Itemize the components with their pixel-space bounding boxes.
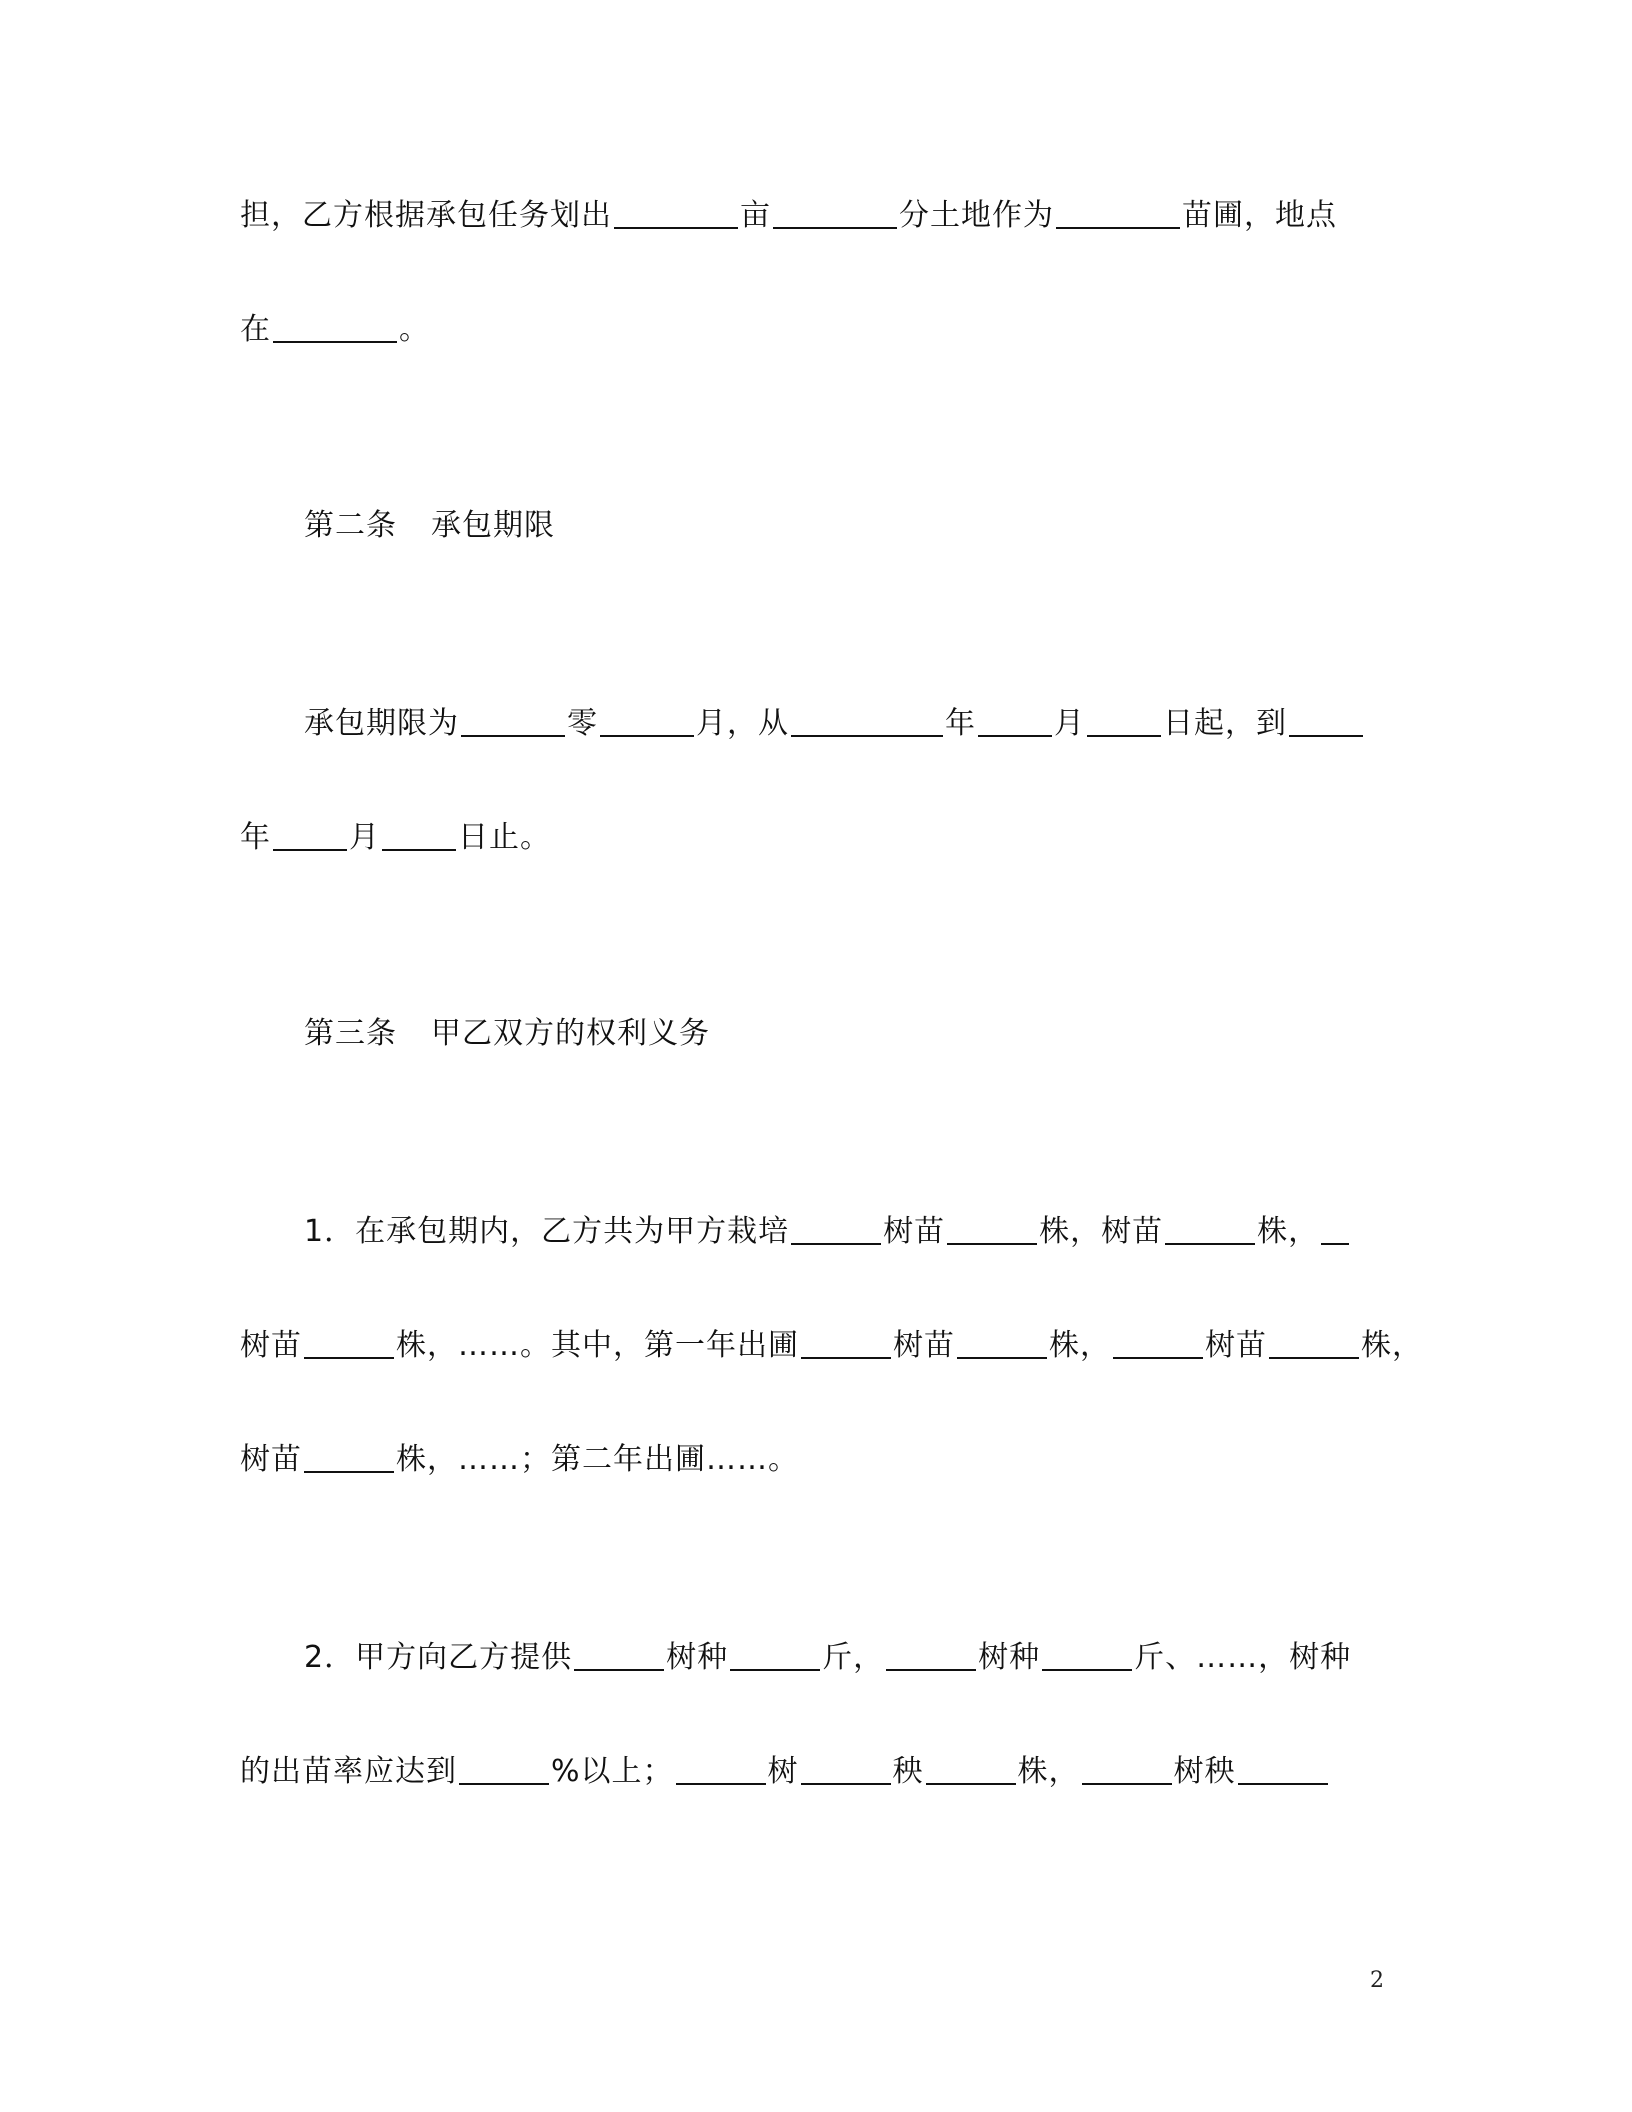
article-number: 第三条 [304, 1016, 397, 1051]
item-2-line-1 [304, 1638, 1351, 1678]
article-title: 承包期限 [431, 508, 555, 543]
text-segment: 苗圃，地点 [1182, 198, 1337, 233]
fill-in-blank[interactable] [461, 705, 565, 737]
clause-1-continuation-line-1 [240, 196, 1337, 236]
fill-in-blank[interactable] [614, 197, 738, 229]
text-segment: 年 [945, 706, 976, 741]
fill-in-blank[interactable] [1087, 705, 1161, 737]
fill-in-blank[interactable] [773, 197, 897, 229]
text-segment: 月，从 [696, 706, 789, 741]
fill-in-blank[interactable] [1165, 1213, 1255, 1245]
fill-in-blank[interactable] [1056, 197, 1180, 229]
fill-in-blank[interactable] [926, 1753, 1016, 1785]
text-segment: 斤、……，树种 [1134, 1640, 1352, 1675]
item-1-line-1 [304, 1212, 1351, 1252]
fill-in-blank[interactable] [801, 1327, 891, 1359]
fill-in-blank[interactable] [1238, 1753, 1328, 1785]
fill-in-blank[interactable] [304, 1441, 394, 1473]
fill-in-blank[interactable] [382, 819, 456, 851]
text-segment: 的出苗率应达到 [240, 1754, 457, 1789]
fill-in-blank[interactable] [304, 1327, 394, 1359]
text-segment: 担，乙方根据承包任务划出 [240, 198, 612, 233]
text-segment: 株，……。其中，第一年出圃 [396, 1328, 799, 1363]
item-1-line-2 [240, 1326, 1423, 1366]
text-segment: 树苗 [240, 1442, 302, 1477]
text-segment: 树苗 [1205, 1328, 1267, 1363]
text-segment: 零 [567, 706, 598, 741]
text-segment: 日止。 [458, 820, 551, 855]
text-segment: 月 [349, 820, 380, 855]
fill-in-blank[interactable] [791, 705, 943, 737]
text-segment: 年 [240, 820, 271, 855]
article-title: 甲乙双方的权利义务 [431, 1016, 710, 1051]
text-segment: 树苗 [883, 1214, 946, 1249]
fill-in-blank[interactable] [676, 1753, 766, 1785]
text-segment: 株， [1017, 1754, 1080, 1789]
text-segment: 树 [767, 1754, 799, 1789]
term-line-2 [240, 818, 551, 858]
text-segment: 亩 [740, 198, 771, 233]
fill-in-blank[interactable] [947, 1213, 1037, 1245]
fill-in-blank[interactable] [957, 1327, 1047, 1359]
fill-in-blank[interactable] [273, 819, 347, 851]
fill-in-blank[interactable] [1113, 1327, 1203, 1359]
fill-in-blank[interactable] [1269, 1327, 1359, 1359]
fill-in-blank[interactable] [801, 1753, 891, 1785]
article-number: 第二条 [304, 508, 397, 543]
fill-in-blank[interactable] [791, 1213, 881, 1245]
text-segment: 株，……；第二年出圃……。 [396, 1442, 799, 1477]
text-segment: 斤， [822, 1640, 885, 1675]
text-segment: 株，树苗 [1039, 1214, 1164, 1249]
article-2-heading [304, 506, 555, 546]
fill-in-blank[interactable] [886, 1639, 976, 1671]
text-segment: %以上； [551, 1754, 674, 1789]
fill-in-blank[interactable] [459, 1753, 549, 1785]
text-segment: 。 [399, 312, 430, 347]
text-segment: 树种 [978, 1640, 1041, 1675]
text-segment: 1．在承包期内，乙方共为甲方栽培 [304, 1214, 790, 1249]
text-segment: 树种 [666, 1640, 729, 1675]
fill-in-blank[interactable] [273, 311, 397, 343]
text-segment: 月 [1054, 706, 1085, 741]
text-segment: 在 [240, 312, 271, 347]
article-3-heading [304, 1014, 710, 1054]
fill-in-blank[interactable] [978, 705, 1052, 737]
clause-1-continuation-line-2 [240, 310, 430, 350]
fill-in-blank[interactable] [1289, 705, 1363, 737]
text-segment: 2．甲方向乙方提供 [304, 1640, 573, 1675]
term-line-1 [304, 704, 1365, 744]
text-segment: 株， [1361, 1328, 1423, 1363]
page-number: 2 [1370, 1968, 1384, 1993]
fill-in-blank[interactable] [1321, 1213, 1349, 1245]
text-segment: 秧 [892, 1754, 924, 1789]
text-segment: 树秧 [1173, 1754, 1236, 1789]
fill-in-blank[interactable] [730, 1639, 820, 1671]
text-segment: 树苗 [240, 1328, 302, 1363]
fill-in-blank[interactable] [600, 705, 694, 737]
text-segment: 日起，到 [1163, 706, 1287, 741]
text-segment: 株， [1257, 1214, 1320, 1249]
item-2-line-2 [240, 1752, 1330, 1792]
text-segment: 株， [1049, 1328, 1111, 1363]
fill-in-blank[interactable] [1042, 1639, 1132, 1671]
fill-in-blank[interactable] [574, 1639, 664, 1671]
item-1-line-3 [240, 1440, 799, 1480]
fill-in-blank[interactable] [1082, 1753, 1172, 1785]
text-segment: 分土地作为 [899, 198, 1054, 233]
text-segment: 承包期限为 [304, 706, 459, 741]
text-segment: 树苗 [893, 1328, 955, 1363]
